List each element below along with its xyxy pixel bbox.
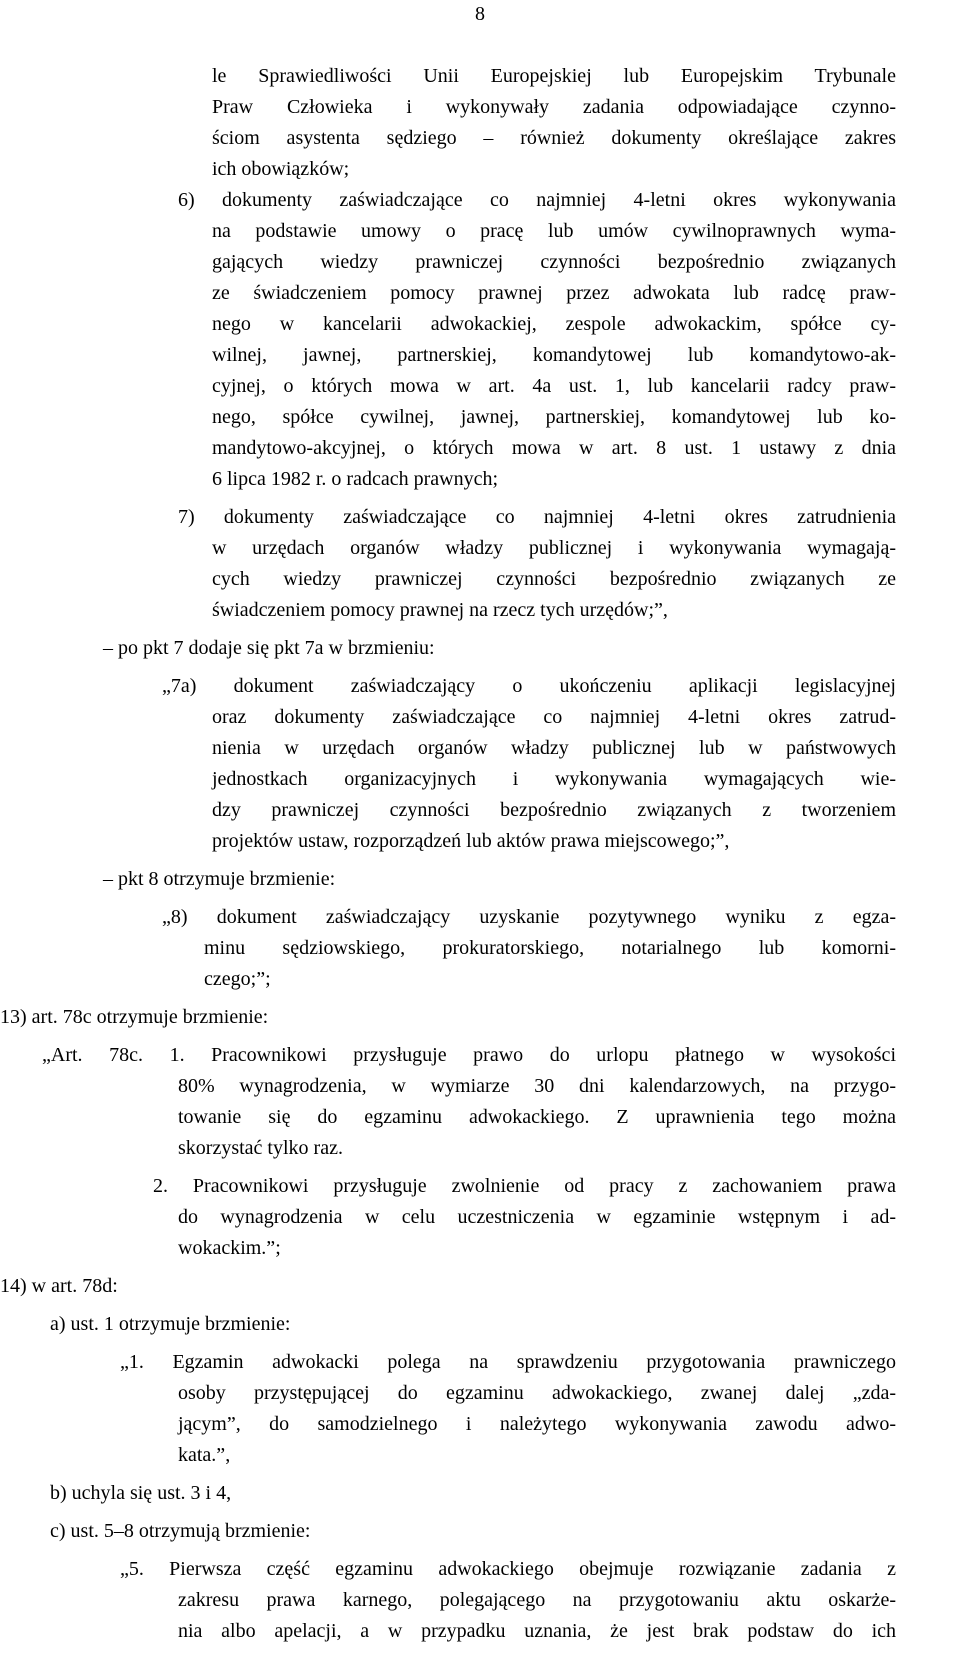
text-line: nego w kancelarii adwokackiej, zespole adwokackim, spółce cy- bbox=[212, 313, 896, 335]
text-line: minu sędziowskiego, prokuratorskiego, notarialnego lub komorni- bbox=[204, 937, 896, 959]
text-line: kata.”, bbox=[178, 1444, 231, 1466]
text-line: do wynagrodzenia w celu uczestniczenia w egzaminie wstępnym i ad- bbox=[178, 1206, 896, 1228]
text-line: jącym”, do samodzielnego i należytego wykonywania zawodu adwo- bbox=[178, 1413, 896, 1435]
text-line: 7) dokumenty zaświadczające co najmniej 4-letni okres zatrudnienia bbox=[178, 506, 896, 528]
text-line: a) ust. 1 otrzymuje brzmienie: bbox=[50, 1313, 291, 1335]
text-line: „7a) dokument zaświadczający o ukończeniu aplikacji legislacyjnej bbox=[162, 675, 896, 697]
text-line: „8) dokument zaświadczający uzyskanie pozytywnego wyniku z egza- bbox=[162, 906, 896, 928]
text-line: w urzędach organów władzy publicznej i wykonywania wymagają- bbox=[212, 537, 896, 559]
text-line: b) uchyla się ust. 3 i 4, bbox=[50, 1482, 232, 1504]
text-line: jednostkach organizacyjnych i wykonywania wymagających wie- bbox=[212, 768, 896, 790]
text-line: wilnej, jawnej, partnerskiej, komandytowej lub komandytowo-ak- bbox=[212, 344, 896, 366]
text-line: „1. Egzamin adwokacki polega na sprawdzeniu przygotowania prawniczego bbox=[120, 1351, 896, 1373]
text-line: 6 lipca 1982 r. o radcach prawnych; bbox=[212, 468, 499, 490]
text-line: ze świadczeniem pomocy prawnej przez adwokata lub radcę praw- bbox=[212, 282, 896, 304]
text-line: cych wiedzy prawniczej czynności bezpośrednio związanych ze bbox=[212, 568, 896, 590]
text-line: wokackim.”; bbox=[178, 1237, 281, 1259]
text-line: projektów ustaw, rozporządzeń lub aktów prawa miejscowego;”, bbox=[212, 830, 730, 852]
text-line: zakresu prawa karnego, polegającego na przygotowaniu aktu oskarże- bbox=[178, 1589, 896, 1611]
text-line: dzy prawniczej czynności bezpośrednio związanych z tworzeniem bbox=[212, 799, 896, 821]
text-line: 2. Pracownikowi przysługuje zwolnienie od pracy z zachowaniem prawa bbox=[153, 1175, 896, 1197]
text-line: towanie się do egzaminu adwokackiego. Z uprawnienia tego można bbox=[178, 1106, 896, 1128]
text-line: – pkt 8 otrzymuje brzmienie: bbox=[103, 868, 336, 890]
text-line: nienia w urzędach organów władzy publicznej lub w państwowych bbox=[212, 737, 896, 759]
text-line: na podstawie umowy o pracę lub umów cywilnoprawnych wyma- bbox=[212, 220, 896, 242]
text-line: c) ust. 5–8 otrzymują brzmienie: bbox=[50, 1520, 311, 1542]
text-line: 14) w art. 78d: bbox=[0, 1275, 118, 1297]
text-line: 6) dokumenty zaświadczające co najmniej 4-letni okres wykonywania bbox=[178, 189, 896, 211]
page-number: 8 bbox=[475, 3, 485, 25]
text-line: osoby przystępującej do egzaminu adwokackiego, zwanej dalej „zda- bbox=[178, 1382, 896, 1404]
text-line: świadczeniem pomocy prawnej na rzecz tych urzędów;”, bbox=[212, 599, 668, 621]
text-line: mandytowo-akcyjnej, o których mowa w art. 8 ust. 1 ustawy z dnia bbox=[212, 437, 896, 459]
text-line: 13) art. 78c otrzymuje brzmienie: bbox=[0, 1006, 269, 1028]
text-line: „Art. 78c. 1. Pracownikowi przysługuje prawo do urlopu płatnego w wysokości bbox=[42, 1044, 896, 1066]
text-line: „5. Pierwsza część egzaminu adwokackiego obejmuje rozwiązanie zadania z bbox=[120, 1558, 896, 1580]
text-line: nego, spółce cywilnej, jawnej, partnerskiej, komandytowej lub ko- bbox=[212, 406, 896, 428]
text-line: le Sprawiedliwości Unii Europejskiej lub Europejskim Trybunale bbox=[212, 65, 896, 87]
text-line: nia albo apelacji, a w przypadku uznania, że jest brak podstaw do ich bbox=[178, 1620, 896, 1642]
text-line: czego;”; bbox=[204, 968, 271, 990]
text-line: gających wiedzy prawniczej czynności bezpośrednio związanych bbox=[212, 251, 896, 273]
text-line: ściom asystenta sędziego – również dokumenty określające zakres bbox=[212, 127, 896, 149]
text-line: – po pkt 7 dodaje się pkt 7a w brzmieniu: bbox=[103, 637, 435, 659]
text-line: ich obowiązków; bbox=[212, 158, 350, 180]
text-line: Praw Człowieka i wykonywały zadania odpowiadające czynno- bbox=[212, 96, 896, 118]
text-line: cyjnej, o których mowa w art. 4a ust. 1, lub kancelarii radcy praw- bbox=[212, 375, 896, 397]
text-line: 80% wynagrodzenia, w wymiarze 30 dni kalendarzowych, na przygo- bbox=[178, 1075, 896, 1097]
text-line: skorzystać tylko raz. bbox=[178, 1137, 343, 1159]
text-line: oraz dokumenty zaświadczające co najmniej 4-letni okres zatrud- bbox=[212, 706, 896, 728]
